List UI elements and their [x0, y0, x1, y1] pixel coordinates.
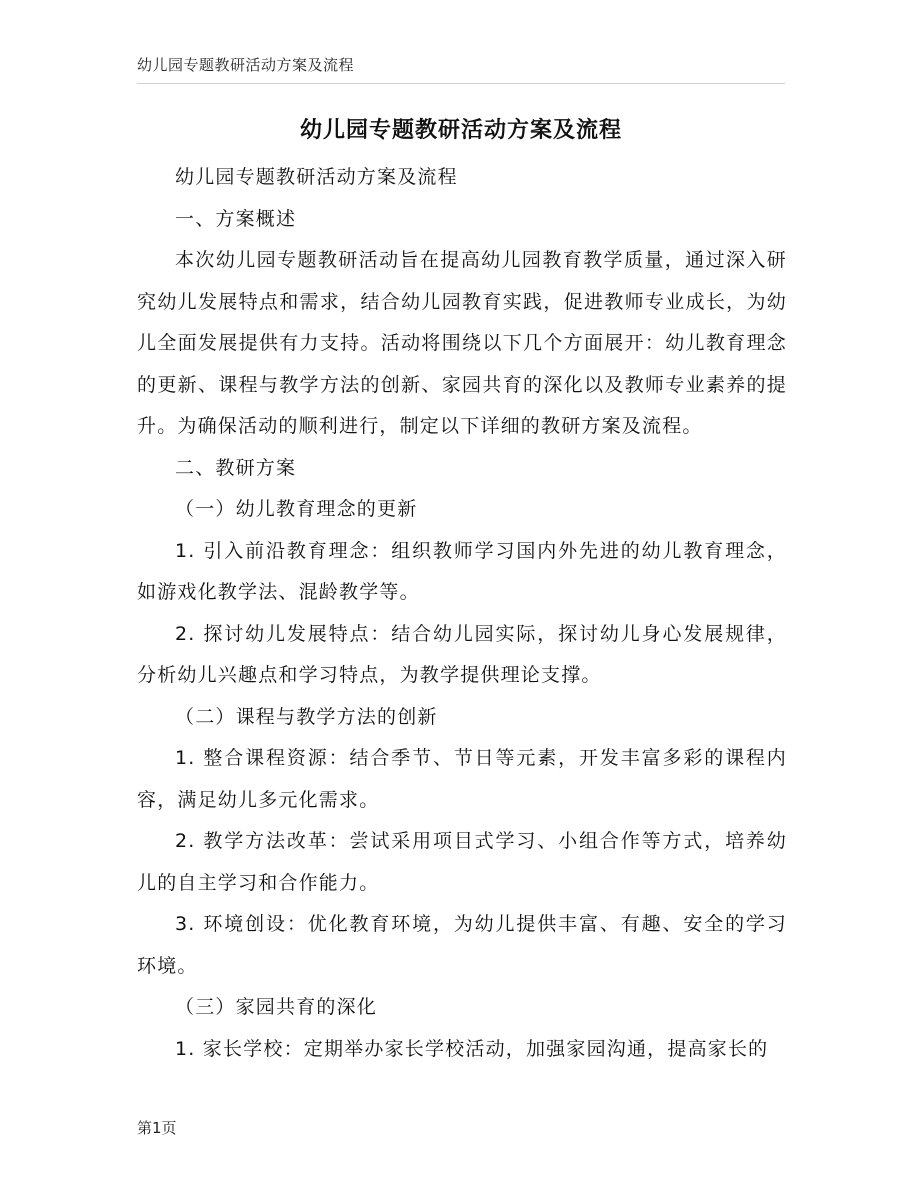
list-item: 1. 家长学校：定期举办家长学校活动，加强家园沟通，提高家长的	[175, 1037, 769, 1060]
section-heading-overview: 一、方案概述	[175, 207, 297, 230]
list-item: 2. 教学方法改革：尝试采用项目式学习、小组合作等方式，培养幼儿的自主学习和合作能力。	[137, 830, 787, 894]
document-title: 幼儿园专题教研活动方案及流程	[299, 118, 622, 143]
list-item: 3. 环境创设：优化教育环境，为幼儿提供丰富、有趣、安全的学习环境。	[137, 913, 787, 977]
subsection-heading-3: （三）家园共育的深化	[175, 996, 378, 1018]
document-body	[137, 157, 787, 1070]
subsection-heading-1: （一）幼儿教育理念的更新	[175, 498, 418, 520]
paragraph-overview: 本次幼儿园专题教研活动旨在提高幼儿园教育教学质量，通过深入研究幼儿发展特点和需求，结合幼儿园教育实践，促进教师专业成长，为幼儿全面发展提供有力支持。活动将围绕以下几个方面展开：幼儿教育理念的更新、课程与教学方法的创新、家园共育的深化以及教师专业素养的提升。为确保活动的顺利进行，制定以下详细的教研方案及流程。	[137, 249, 787, 437]
paragraph-subtitle: 幼儿园专题教研活动方案及流程	[175, 166, 458, 188]
list-item: 1. 整合课程资源：结合季节、节日等元素，开发丰富多彩的课程内容，满足幼儿多元化需求。	[137, 747, 787, 811]
subsection-heading-2: （二）课程与教学方法的创新	[175, 705, 438, 728]
header-divider	[137, 83, 785, 84]
list-item: 2. 探讨幼儿发展特点：结合幼儿园实际，探讨幼儿身心发展规律，分析幼儿兴趣点和学习特点，为教学提供理论支撑。	[137, 622, 787, 686]
list-item: 1. 引入前沿教育理念：组织教师学习国内外先进的幼儿教育理念，如游戏化教学法、混龄教学等。	[137, 539, 787, 603]
running-header: 幼儿园专题教研活动方案及流程	[137, 56, 355, 74]
section-heading-plan: 二、教研方案	[175, 456, 297, 479]
page-number: 第1页	[137, 1119, 177, 1137]
